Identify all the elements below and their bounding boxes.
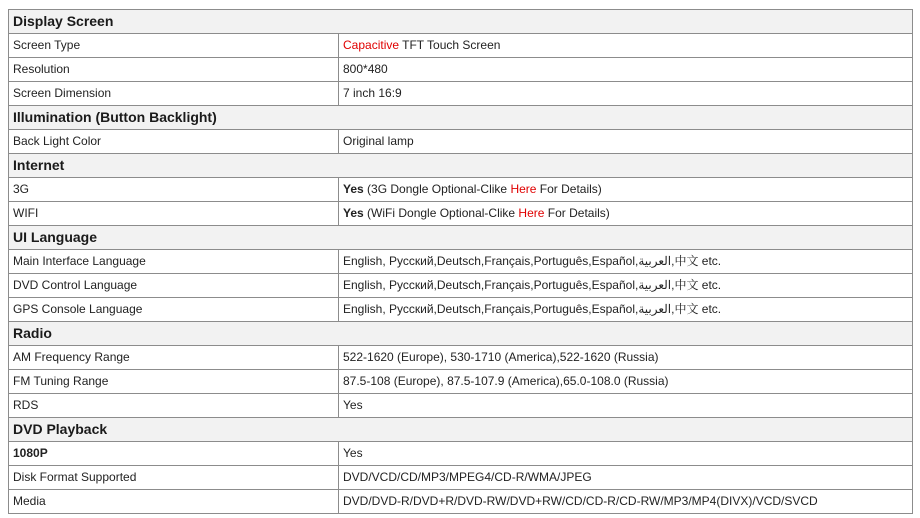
section-illumination: [9, 106, 913, 130]
spec-table: [8, 9, 913, 514]
spec-value: English, Русский,Deutsch,Français,Português,Español,العربية,中文 etc.: [339, 298, 913, 322]
spec-label: Disk Format Supported: [9, 466, 339, 490]
detail-text: (WiFi Dongle Optional-Clike: [363, 206, 519, 220]
spec-label: GPS Console Language: [9, 298, 339, 322]
spec-label: AM Frequency Range: [9, 346, 339, 370]
spec-label: DVD Control Language: [9, 274, 339, 298]
spec-label: Screen Type: [9, 34, 339, 58]
spec-label: Resolution: [9, 58, 339, 82]
spec-value: 522-1620 (Europe), 530-1710 (America),522-1620 (Russia): [339, 346, 913, 370]
spec-value: 7 inch 16:9: [339, 82, 913, 106]
table-row: [9, 298, 913, 322]
table-row: [9, 346, 913, 370]
table-row: [9, 82, 913, 106]
yes-text: Yes: [343, 206, 364, 220]
table-row: [9, 34, 913, 58]
here-link[interactable]: Here: [510, 182, 537, 196]
spec-value: 87.5-108 (Europe), 87.5-107.9 (America),65.0-108.0 (Russia): [339, 370, 913, 394]
section-title: Display Screen: [9, 10, 913, 34]
section-title: Illumination (Button Backlight): [9, 106, 913, 130]
table-row: [9, 274, 913, 298]
section-display-screen: [9, 10, 913, 34]
table-row: [9, 202, 913, 226]
table-row: [9, 394, 913, 418]
here-link[interactable]: Here: [518, 206, 545, 220]
section-title: Radio: [9, 322, 913, 346]
spec-value: DVD/VCD/CD/MP3/MPEG4/CD-R/WMA/JPEG: [339, 466, 913, 490]
detail-text: For Details): [536, 182, 602, 196]
spec-label: RDS: [9, 394, 339, 418]
section-title: UI Language: [9, 226, 913, 250]
section-internet: [9, 154, 913, 178]
spec-label: Back Light Color: [9, 130, 339, 154]
screen-type-rest: TFT Touch Screen: [399, 38, 501, 52]
spec-label: WIFI: [9, 202, 339, 226]
spec-label: 1080P: [9, 442, 339, 466]
section-radio: [9, 322, 913, 346]
spec-label: Main Interface Language: [9, 250, 339, 274]
spec-value: [339, 178, 913, 202]
section-dvd-playback: [9, 418, 913, 442]
table-row: [9, 250, 913, 274]
spec-value: DVD/DVD-R/DVD+R/DVD-RW/DVD+RW/CD/CD-R/CD-RW/MP3/MP4(DIVX)/VCD/SVCD: [339, 490, 913, 514]
spec-value: Original lamp: [339, 130, 913, 154]
spec-value: English, Русский,Deutsch,Français,Português,Español,العربية,中文 etc.: [339, 274, 913, 298]
spec-label: 3G: [9, 178, 339, 202]
spec-value: [339, 34, 913, 58]
table-row: [9, 178, 913, 202]
spec-label: Media: [9, 490, 339, 514]
spec-label: Screen Dimension: [9, 82, 339, 106]
spec-value: English, Русский,Deutsch,Français,Português,Español,العربية,中文 etc.: [339, 250, 913, 274]
screen-type-highlight: Capacitive: [343, 38, 400, 52]
yes-text: Yes: [343, 182, 364, 196]
spec-value: 800*480: [339, 58, 913, 82]
section-title: DVD Playback: [9, 418, 913, 442]
detail-text: For Details): [544, 206, 610, 220]
spec-value: [339, 202, 913, 226]
table-row: [9, 490, 913, 514]
table-row: [9, 442, 913, 466]
detail-text: (3G Dongle Optional-Clike: [363, 182, 511, 196]
spec-value: Yes: [339, 394, 913, 418]
table-row: [9, 370, 913, 394]
table-row: [9, 130, 913, 154]
section-title: Internet: [9, 154, 913, 178]
table-row: [9, 466, 913, 490]
table-row: [9, 58, 913, 82]
section-ui-language: [9, 226, 913, 250]
spec-value: Yes: [339, 442, 913, 466]
spec-label: FM Tuning Range: [9, 370, 339, 394]
